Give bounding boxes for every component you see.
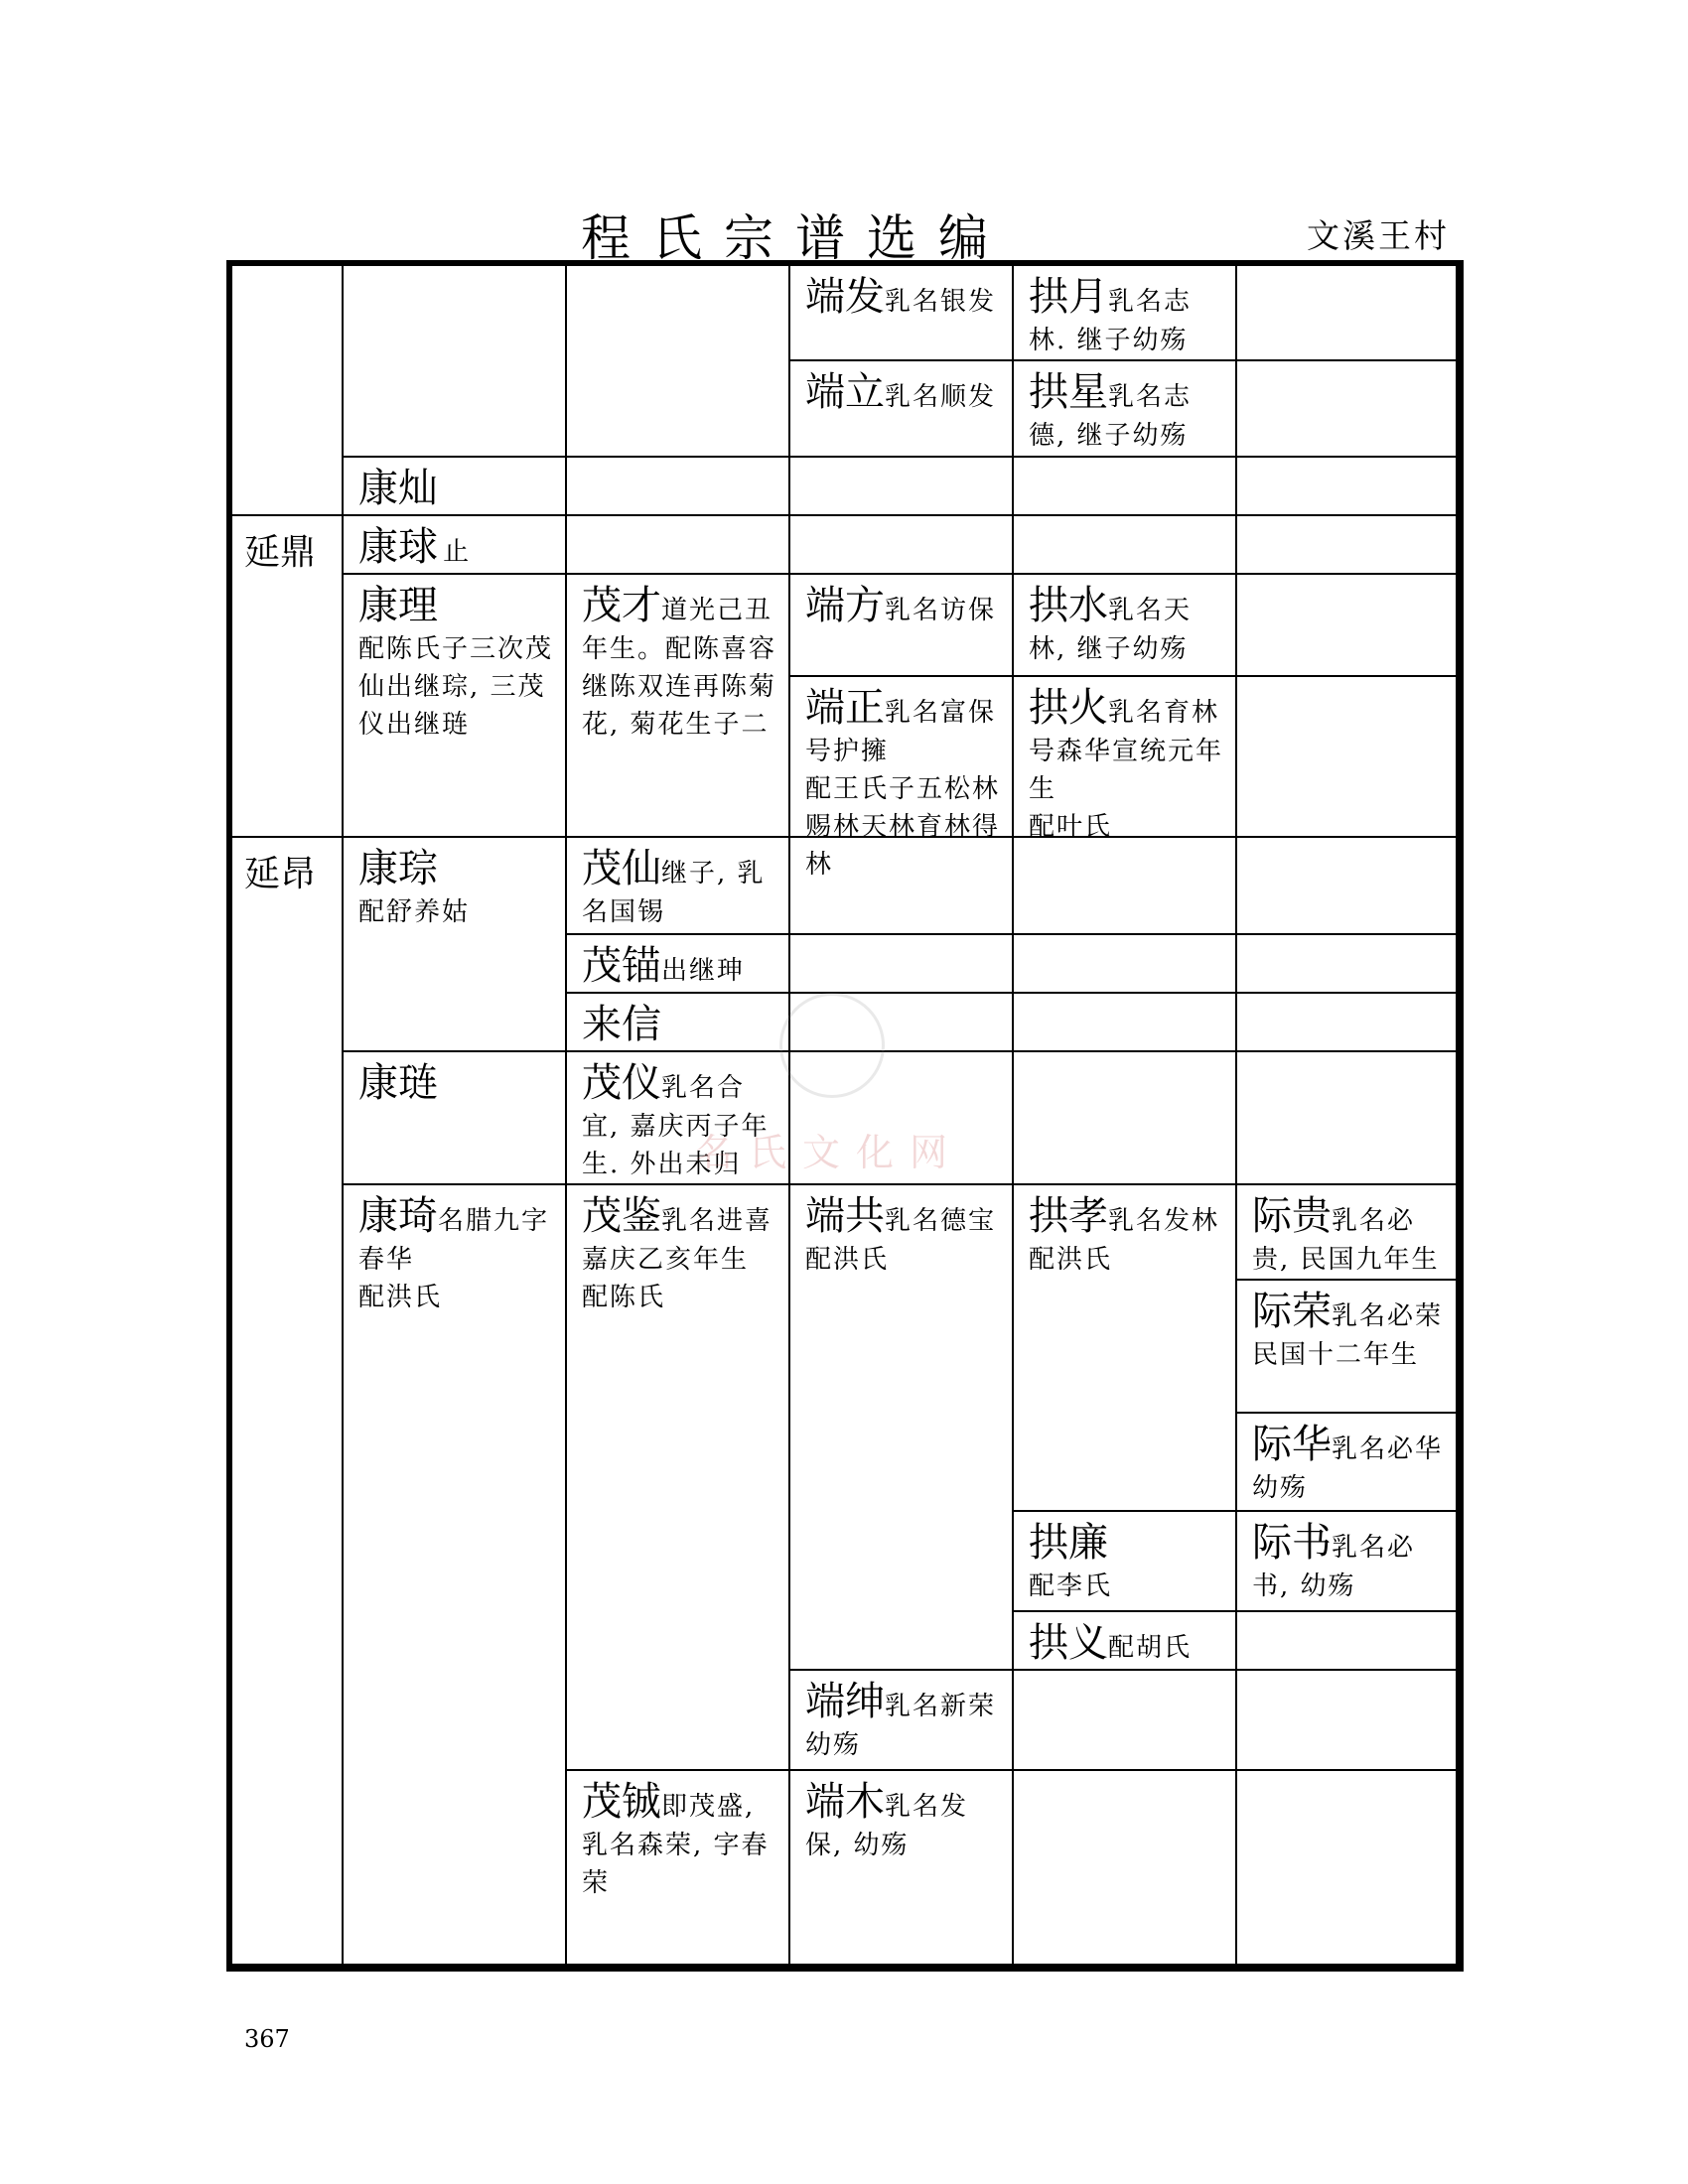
- person-name: 康琏: [358, 1060, 438, 1106]
- cell-gen6-empty: [1237, 516, 1458, 575]
- cell-kangqiu: [344, 516, 567, 575]
- cell-maocai: [567, 575, 790, 838]
- person-name: 茂仙: [582, 846, 661, 891]
- person-note: 名腊九字春华: [358, 1206, 550, 1275]
- person-note: 乳名志林. 继子幼殇: [1029, 287, 1193, 355]
- cell-gen6-empty: [1237, 677, 1458, 838]
- person-name: 拱火: [1029, 685, 1108, 731]
- person-name: 来信: [582, 1002, 661, 1047]
- person-name: 拱孝: [1029, 1193, 1108, 1239]
- cell-gen3-empty: [567, 266, 790, 458]
- person-name: 际书: [1252, 1520, 1332, 1566]
- person-note: 道光己丑年生。配陈喜容继陈双连再陈菊花, 菊花生子二: [582, 596, 777, 740]
- cell-kangcan: [344, 458, 567, 516]
- person-note: 乳名顺发: [885, 382, 997, 412]
- person-name: 茂鉴: [582, 1193, 661, 1239]
- cell-gen1-empty: [232, 266, 344, 516]
- person-note: 乳名育林号森华宣统元年生: [1029, 698, 1224, 804]
- person-name: 康理: [358, 583, 438, 628]
- cell-jihua: [1237, 1414, 1458, 1512]
- cell-gen5-empty: [1014, 516, 1237, 575]
- cell-maomiao: [567, 935, 790, 994]
- cell-gen5-empty: [1014, 1671, 1237, 1771]
- person-note: 即茂盛, 乳名森荣, 字春荣: [582, 1792, 770, 1898]
- cell-duanshen: [790, 1671, 1014, 1771]
- person-name: 际荣: [1252, 1289, 1332, 1334]
- person-note: 乳名合宜, 嘉庆丙子年生. 外出未归: [582, 1073, 770, 1179]
- person-note: 乳名天林, 继子幼殇: [1029, 596, 1193, 664]
- cell-gen5-empty: [1014, 994, 1237, 1052]
- cell-gen6-empty: [1237, 935, 1458, 994]
- person-name: 康琮: [358, 846, 438, 891]
- person-name: 拱廉: [1029, 1520, 1108, 1566]
- person-name: 端立: [805, 369, 885, 415]
- person-name: 延鼎: [244, 532, 317, 573]
- page-number: 367: [244, 2025, 290, 2053]
- cell-gen6-empty: [1237, 838, 1458, 935]
- cell-gen6-empty: [1237, 1671, 1458, 1771]
- person-name: 端绅: [805, 1679, 885, 1724]
- person-name: 端木: [805, 1779, 885, 1825]
- cell-gen6-empty: [1237, 361, 1458, 458]
- person-name: 拱义: [1029, 1620, 1108, 1666]
- cell-duanli: [790, 361, 1014, 458]
- cell-gongshui: [1014, 575, 1237, 677]
- cell-gongxing: [1014, 361, 1237, 458]
- cell-gen2-empty: [344, 266, 567, 458]
- cell-gen5-empty: [1014, 1771, 1237, 1966]
- cell-gen4-empty: [790, 516, 1014, 575]
- person-detail: 配洪氏: [805, 1245, 890, 1275]
- cell-gongyue: [1014, 266, 1237, 361]
- cell-duangong: [790, 1185, 1014, 1671]
- person-name: 际华: [1252, 1422, 1332, 1467]
- cell-gonghuo: [1014, 677, 1237, 842]
- person-detail: 配洪氏: [1029, 1245, 1113, 1275]
- person-name: 拱水: [1029, 583, 1108, 628]
- cell-jigui: [1237, 1185, 1458, 1281]
- seal-stamp: [779, 993, 885, 1098]
- person-name: 康灿: [358, 466, 438, 511]
- cell-duanfang: [790, 575, 1014, 677]
- cell-gen3-empty: [567, 458, 790, 516]
- cell-jirong: [1237, 1281, 1458, 1414]
- person-name: 端发: [805, 274, 885, 320]
- person-note: 乳名必华幼殇: [1252, 1434, 1444, 1503]
- genealogy-table: [226, 260, 1464, 1972]
- cell-gongxiao: [1014, 1185, 1237, 1512]
- cell-gen6-empty: [1237, 1771, 1458, 1966]
- cell-duanfa: [790, 266, 1014, 361]
- person-name: 茂锚: [582, 943, 661, 989]
- cell-gen6-empty: [1237, 575, 1458, 677]
- cell-gen4-empty: [790, 458, 1014, 516]
- cell-duanzheng: [790, 677, 1014, 880]
- cell-maojian: [567, 1185, 790, 1771]
- cell-gen4-empty: [790, 935, 1014, 994]
- person-name: 端共: [805, 1193, 885, 1239]
- person-note: 配胡氏: [1108, 1633, 1193, 1663]
- person-name: 茂才: [582, 583, 661, 628]
- cell-duanmu: [790, 1771, 1014, 1966]
- cell-kangcong: [344, 838, 567, 1052]
- person-note: 乳名访保: [885, 596, 997, 625]
- cell-gongyi: [1014, 1612, 1237, 1671]
- person-detail: 配李氏: [1029, 1571, 1113, 1601]
- cell-gen6-empty: [1237, 1052, 1458, 1185]
- cell-gen1-yanang: [232, 838, 344, 1966]
- person-name: 康球: [358, 524, 438, 570]
- page-title: 程氏宗谱选编: [581, 209, 1010, 267]
- person-note: 乳名必书, 幼殇: [1252, 1533, 1416, 1601]
- person-name: 端正: [805, 685, 885, 731]
- person-name: 康琦: [358, 1193, 438, 1239]
- person-note: 止: [443, 537, 472, 567]
- person-detail: 配陈氏子三次茂仙出继琮, 三茂仪出继琏: [358, 634, 554, 740]
- cell-kangqi: [344, 1185, 567, 1966]
- person-detail: 配叶氏: [1029, 812, 1113, 842]
- cell-jishu: [1237, 1512, 1458, 1612]
- person-detail: 配陈氏: [582, 1283, 666, 1312]
- person-note: 乳名银发: [885, 287, 997, 317]
- person-note: 乳名进喜嘉庆乙亥年生: [582, 1206, 774, 1275]
- cell-gen5-empty: [1014, 1052, 1237, 1185]
- person-detail: 配王氏子五松林赐林天林育林得林: [805, 774, 1001, 880]
- person-name: 茂仪: [582, 1060, 661, 1106]
- person-note: 乳名德宝: [885, 1206, 997, 1236]
- person-note: 乳名新荣幼殇: [805, 1692, 997, 1760]
- cell-gen1-yanding: [232, 516, 344, 838]
- person-note: 乳名必荣民国十二年生: [1252, 1301, 1444, 1370]
- cell-kangli: [344, 575, 567, 838]
- village-name: 文溪王村: [1307, 216, 1450, 255]
- cell-gonglian: [1014, 1512, 1237, 1612]
- person-note: 乳名必贵, 民国九年生: [1252, 1206, 1440, 1275]
- person-note: 乳名富保号护擁: [805, 698, 997, 766]
- cell-kanglian: [344, 1052, 567, 1185]
- watermark: 名氏文化网: [695, 1131, 964, 1174]
- cell-gen6-empty: [1237, 266, 1458, 361]
- cell-gen3-empty: [567, 516, 790, 575]
- person-note: 乳名志德, 继子幼殇: [1029, 382, 1193, 451]
- person-note: 乳名发林: [1108, 1206, 1220, 1236]
- person-note: 出继珅: [661, 956, 746, 986]
- cell-gen5-empty: [1014, 458, 1237, 516]
- person-name: 端方: [805, 583, 885, 628]
- person-name: 际贵: [1252, 1193, 1332, 1239]
- person-name: 延昂: [244, 854, 317, 894]
- person-detail: 配舒养姑: [358, 897, 471, 927]
- person-detail: 配洪氏: [358, 1283, 443, 1312]
- cell-gen6-empty: [1237, 1612, 1458, 1671]
- person-name: 茂铖: [582, 1779, 661, 1825]
- person-note: 继子, 乳名国锡: [582, 859, 766, 927]
- cell-gen5-empty: [1014, 935, 1237, 994]
- cell-gen6-empty: [1237, 994, 1458, 1052]
- person-name: 拱星: [1029, 369, 1108, 415]
- cell-maocheng: [567, 1771, 790, 1966]
- cell-maoxian: [567, 838, 790, 935]
- cell-gen5-empty: [1014, 838, 1237, 935]
- cell-laixin: [567, 994, 790, 1052]
- person-name: 拱月: [1029, 274, 1108, 320]
- person-note: 乳名发保, 幼殇: [805, 1792, 969, 1860]
- cell-gen4-empty: [790, 838, 1014, 935]
- cell-gen6-empty: [1237, 458, 1458, 516]
